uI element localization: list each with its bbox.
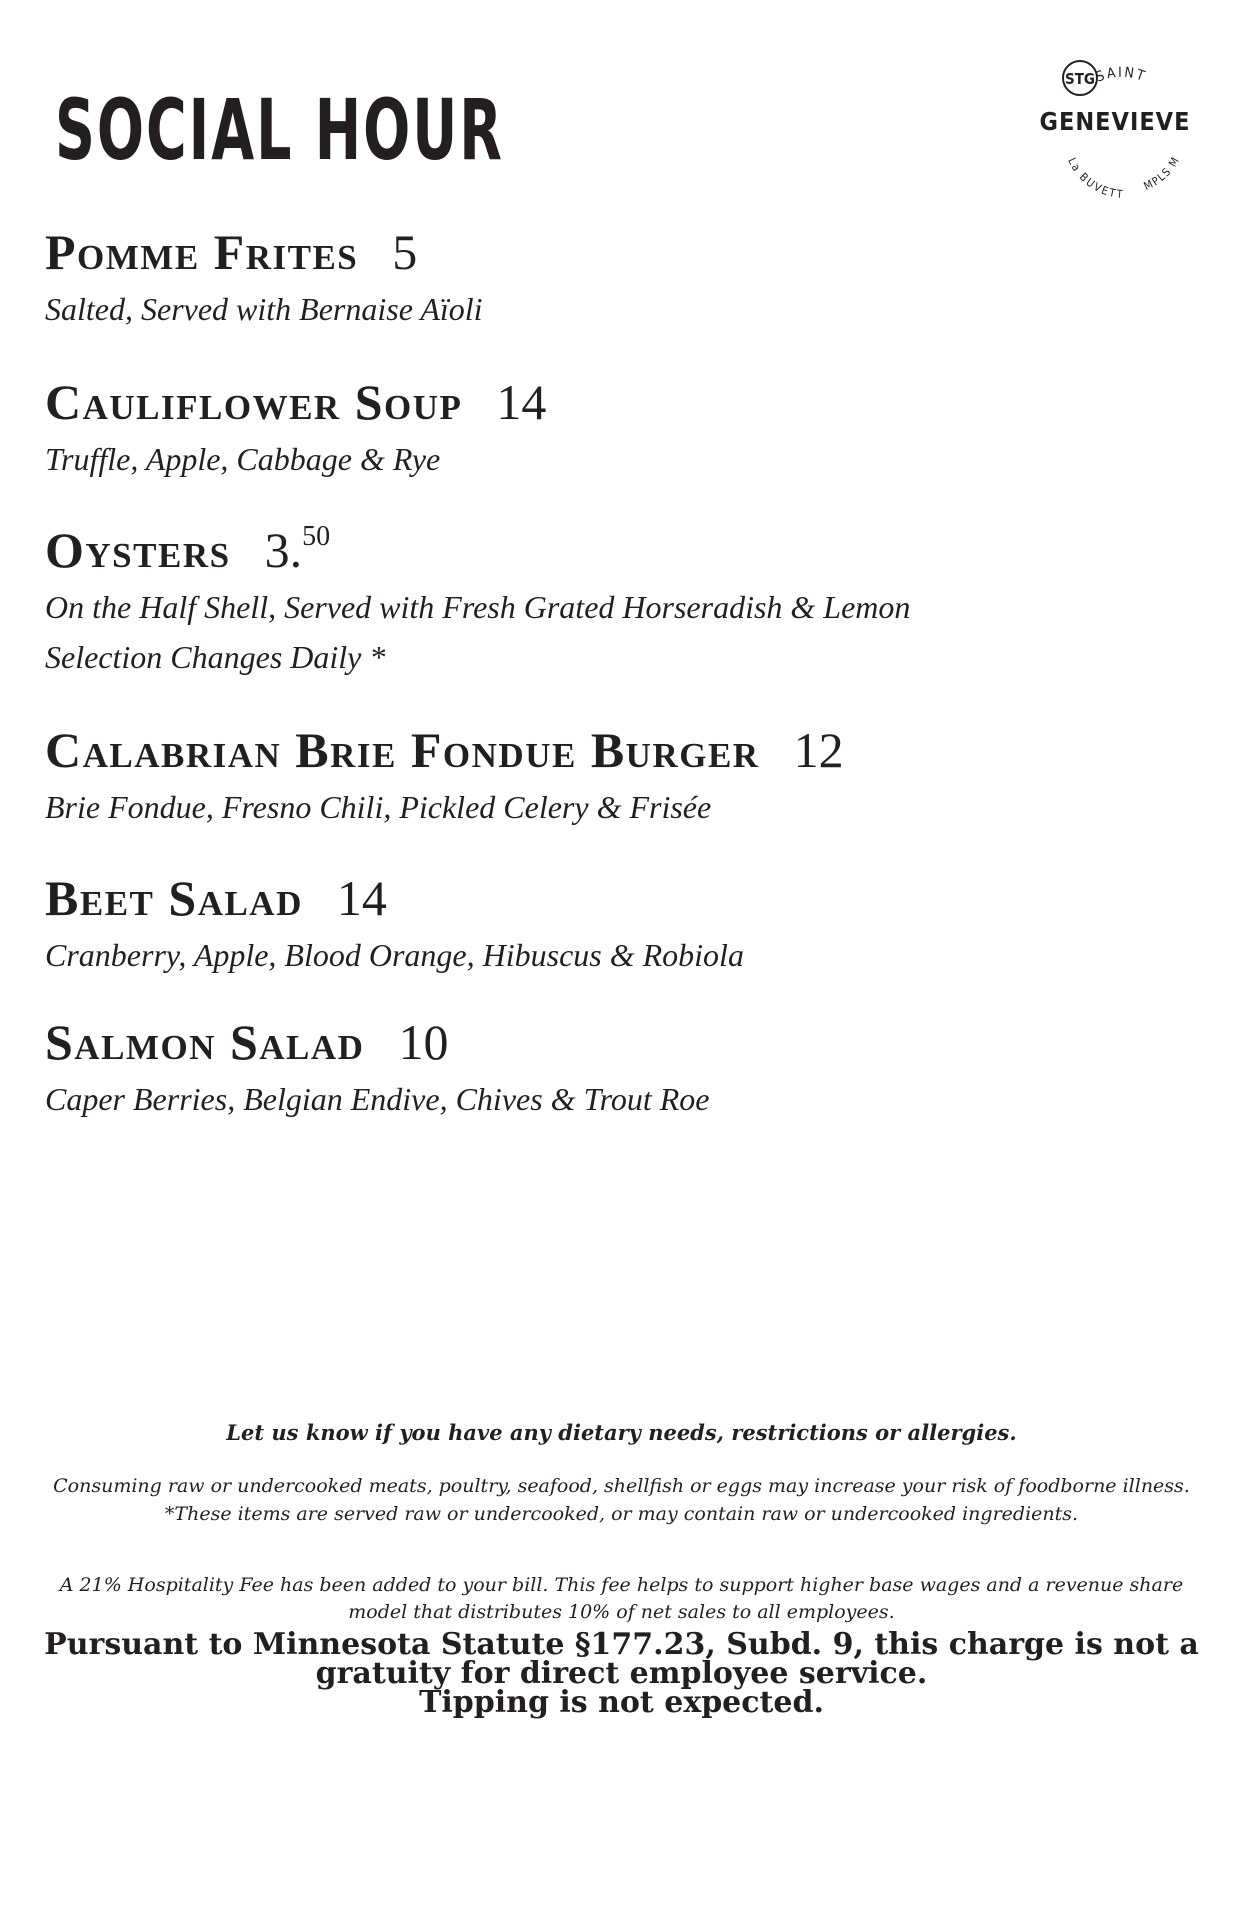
item-name: Calabrian Brie Fondue Burger — [45, 722, 760, 778]
item-price: 12 — [793, 722, 844, 778]
dietary-notice: Let us know if you have any dietary needs, restrictions or allergies. — [226, 1420, 1017, 1445]
menu-item — [45, 720, 844, 832]
warning-text: Consuming raw or undercooked meats, poultry, seafood, shellfish or eggs may increase your risk of foodborne illness. — [53, 1475, 1190, 1497]
item-price: 5 — [392, 224, 418, 280]
logo-monogram: STG — [1065, 70, 1095, 88]
logo-location: MPLS M — [1141, 153, 1183, 193]
menu-item — [45, 1012, 710, 1124]
warning-text: *These items are served raw or undercooked, or may contain raw or undercooked ingredients. — [164, 1503, 1079, 1525]
logo-saint: SAINT — [1093, 64, 1149, 86]
menu-item — [45, 222, 483, 334]
statute-notice — [40, 1627, 1203, 1720]
menu-item — [45, 372, 546, 484]
item-price: 14 — [496, 374, 547, 430]
item-name: Cauliflower Soup — [45, 374, 463, 430]
statute-text: Pursuant to Minnesota Statute §177.23, Subd. 9, this charge is not a gratuity for direct employee service. — [44, 1627, 1199, 1691]
item-name: Oysters — [45, 522, 231, 578]
saint-genevieve-logo — [1040, 50, 1190, 200]
menu-title: SOCIAL HOUR — [55, 81, 504, 179]
logo-name: GENEVIEVE — [1040, 107, 1190, 136]
item-description: Caper Berries, Belgian Endive, Chives & Trout Roe — [45, 1081, 710, 1117]
item-price: 14 — [336, 870, 387, 926]
price-superscript: 50 — [302, 521, 331, 552]
logo-subtitle: La BUVETT — [1065, 155, 1126, 200]
item-description: Brie Fondue, Fresno Chili, Pickled Celery & Frisée — [45, 789, 712, 825]
tipping-text: Tipping is not expected. — [419, 1685, 824, 1720]
item-description: On the Half Shell, Served with Fresh Grated Horseradish & Lemon — [45, 589, 911, 625]
menu-item — [45, 868, 744, 980]
item-name: Beet Salad — [45, 870, 303, 926]
item-name: Salmon Salad — [45, 1014, 365, 1070]
item-description: Cranberry, Apple, Blood Orange, Hibuscus & Robiola — [45, 937, 744, 973]
item-description: Salted, Served with Bernaise Aïoli — [45, 291, 483, 327]
menu-item — [45, 520, 910, 682]
hospitality-fee-notice: A 21% Hospitality Fee has been added to your bill. This fee helps to support higher base wages and a revenue share model that distributes 10% of net sales to all employees. — [59, 1574, 1184, 1623]
raw-food-warning — [40, 1472, 1203, 1528]
svg-text:SAINT — [1094, 65, 1149, 86]
item-name: Pomme Frites — [45, 224, 359, 280]
item-price: 3.50 — [264, 521, 331, 578]
item-description: Truffle, Apple, Cabbage & Rye — [45, 441, 441, 477]
item-description: Selection Changes Daily * — [45, 639, 386, 675]
item-price: 10 — [398, 1014, 449, 1070]
